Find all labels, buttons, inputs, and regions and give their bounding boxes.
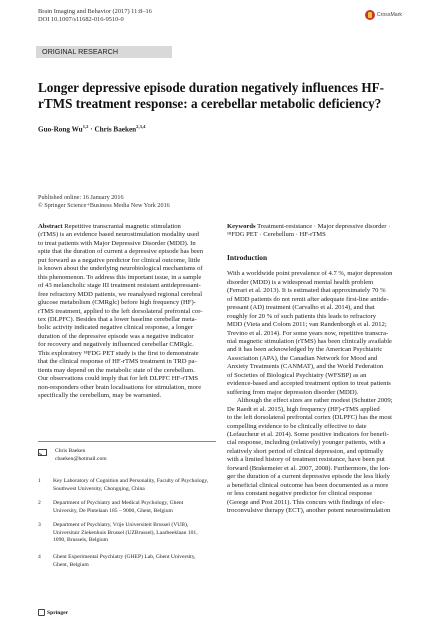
publisher-name: Springer — [47, 609, 69, 616]
text-line: MDD (Vieta and Colom 2011; van Randenborgh et al. 2012; — [227, 321, 387, 329]
text-line: suffering from major depression disorder (MDD). — [227, 388, 359, 396]
abstract-line: glucose metabolism (CMRglc) before high frequency (HF)- — [38, 299, 196, 307]
affiliation-line: Ghent Experimental Psychiatry (GHEP) Lab, Ghent University, — [53, 554, 196, 560]
section-tag: ORIGINAL RESEARCH — [36, 46, 172, 58]
publisher-logo — [38, 609, 68, 616]
affiliation-number: 2 — [38, 500, 41, 506]
right-column — [227, 223, 405, 516]
abstract-line: tients may depend on the metabolic state of the cerebellum. — [38, 366, 195, 374]
crossmark-icon — [365, 10, 375, 20]
keywords — [227, 223, 405, 240]
text-line: troconvulsive therapy (ECT), another potent neurostimulation — [227, 507, 391, 515]
journal-info — [38, 8, 152, 24]
author-list — [38, 124, 145, 133]
affiliation-number: 4 — [38, 554, 41, 560]
abstract-line: spite that the duration of current a depressive episode has been — [38, 248, 204, 256]
text-line: and it has been acknowledged by the American Psychiatric — [227, 346, 383, 354]
abstract-line: bolic activity indicated negative clinical response, a longer — [38, 324, 193, 332]
correspondence — [38, 448, 216, 463]
abstract-line: rTMS treatment, applied to the left dorsolateral prefrontal cor- — [38, 307, 203, 315]
text-line: cial response, including (relatively) younger patients, with a — [227, 439, 386, 447]
text-line: Trevino et al. 2014). For some years now, repetitive transcra- — [227, 329, 389, 337]
divider — [38, 441, 216, 442]
journal-citation: Brain Imaging and Behavior (2017) 11:8–16 — [38, 8, 152, 15]
publication-dates — [38, 194, 170, 210]
corresponding-author: Chris Baeken — [55, 448, 86, 454]
affiliation — [38, 500, 216, 515]
text-line: Anxiety Treatments (CANMAT), and the World Federation — [227, 363, 384, 371]
abstract-line: that the clinical response of HF-rTMS treatment in TRD pa- — [38, 358, 197, 366]
abstract-line: free refractory MDD patients, we reanalysed regional cerebral — [38, 290, 203, 298]
abstract-line: for recovery and negatively influenced cerebellar CMRglc. — [38, 341, 194, 349]
affiliation-line: Department of Psychiatry and Medical Psychology, Ghent — [53, 500, 184, 506]
abstract-line: tex (DLPFC). Besides that a lower baseline cerebellar meta- — [38, 315, 197, 323]
affiliation-number: 3 — [38, 522, 41, 528]
abstract-line: non-responders other brain localisations for stimulation, more — [38, 383, 202, 391]
text-line: disorder (MDD) is a widespread mental health problem — [227, 278, 374, 286]
text-line: Although the effect sizes are rather modest (Schutter 2009; — [237, 397, 393, 405]
text-line: (Lefaucheur et al. 2014). Some positive indicators for benefi- — [227, 430, 389, 438]
text-line: With a worldwide point prevalence of 4.7 %, major depression — [227, 270, 393, 278]
section-heading-introduction: Introduction — [227, 252, 268, 262]
abstract-line: is known about the underlying neurobiological mechanisms of — [38, 265, 203, 273]
text-line: forward (Brakemeier et al. 2007, 2008). Furthermore, the lon- — [227, 464, 391, 472]
text-line: Association (APA), the Canadian Network for Mood and — [227, 354, 378, 362]
text-line: (Ferrari et al. 2013). It is estimated that approximately 70 % — [227, 287, 386, 295]
abstract — [38, 223, 216, 401]
text-line: of MDD patients do not remit after adequate first-line antide- — [227, 295, 389, 303]
abstract-line: specifically the cerebellum, may be warranted. — [38, 392, 162, 400]
abstract-line: duration of the depressive episode was a negative indicator — [38, 332, 194, 340]
abstract-line: Our observations could imply that for left DLPFC HF-rTMS — [38, 375, 199, 383]
text-line: compelling evidence to be clinically effective to date — [227, 422, 367, 430]
text-line: or less constant negative predictor for clinical response — [227, 490, 373, 498]
abstract-line: (rTMS) is an evidence based neurostimulation modality used — [38, 231, 199, 239]
journal-doi[interactable]: DOI 10.1007/s11682-016-9510-0 — [38, 16, 124, 24]
affiliation — [38, 522, 216, 545]
affiliation — [38, 478, 216, 493]
abstract-line: put forward as a negative predictor for clinical outcome, little — [38, 256, 201, 264]
text-line: nial magnetic stimulation (rTMS) has been clinically available — [227, 337, 392, 345]
text-line: relatively short period of clinical depression, and optimally — [227, 447, 384, 455]
crossmark-button[interactable] — [365, 10, 402, 20]
keywords-line: Keywords Treatment-resistance · Major depressive disorder · — [227, 223, 391, 230]
intro-paragraph — [227, 397, 405, 515]
abstract-line: of 43 melancholic stage III treatment resistant antidepressant- — [38, 282, 201, 290]
corresponding-email[interactable]: cbaeken@hotmail.com — [55, 455, 107, 462]
text-line: ger the duration of a current depressive episode the less likely — [227, 473, 390, 481]
text-line: roughly for 20 % of such patients this leads to refractory — [227, 312, 377, 320]
affiliation-line: Ghent, Belgium — [53, 561, 89, 568]
author-affiliation-sup: 2,3,4 — [136, 124, 146, 129]
affiliation-line: 1090, Brussels, Belgium — [53, 537, 109, 543]
text-line: with a limited history of treatment resistance, have been put — [227, 456, 385, 464]
springer-horse-icon — [38, 609, 45, 616]
intro-paragraph — [227, 270, 405, 397]
affiliation — [38, 554, 216, 569]
abstract-line: This exploratory ¹⁸FDG PET study is the first to demonstrate — [38, 349, 199, 357]
affiliation-line: Universitair Ziekenhuis Brussel (UZBrussel), Laarbeeklaan 101, — [53, 529, 198, 536]
affiliation-line: Department of Psychiatry, Vrije Universiteit Brussel (VUB), — [53, 522, 189, 528]
copyright-line: © Springer Science+Business Media New York 2016 — [38, 201, 170, 209]
text-line: (George and Post 2011). This concurs with findings of elec- — [227, 498, 385, 506]
abstract-line: Abstract Repetitive transcranial magnetic stimulation — [38, 223, 181, 230]
abstract-heading: Abstract — [38, 223, 63, 230]
keywords-line: ¹⁸FDG PET · Cerebellum · HF-rTMS — [227, 231, 326, 239]
author-name[interactable]: Chris Baeken — [94, 125, 137, 134]
author-affiliation-sup: 1,2 — [82, 124, 89, 129]
text-line: of Societies of Biological Psychiatry (WFSBP) as an — [227, 371, 367, 379]
text-line: to the left dorsolateral prefrontal cortex (DLPFC) has the most — [227, 414, 392, 422]
crossmark-label: CrossMark — [376, 12, 402, 18]
article-title: Longer depressive episode duration negatively influences HF-rTMS treatment response: a cerebellar metabolic deficiency? — [38, 80, 385, 111]
affiliation-line: Key Laboratory of Cognition and Personality, Faculty of Psychology, — [53, 478, 209, 484]
author-name[interactable]: Guo-Rong Wu — [38, 125, 83, 134]
published-date: Published online: 16 January 2016 — [38, 194, 124, 201]
abstract-line: this phenomenon. To address this important issue, in a sample — [38, 273, 202, 281]
affiliation-line: Southwest University, Chongqing, China — [53, 485, 145, 492]
affiliation-number: 1 — [38, 478, 41, 484]
envelope-icon — [38, 449, 47, 456]
text-line: pressant (AD) treatment (Carvalho et al. 2014), and that — [227, 304, 375, 312]
text-line: evidence-based and accepted treatment option to treat patients — [227, 380, 391, 388]
keywords-heading: Keywords — [227, 223, 256, 230]
author-separator: · — [88, 125, 95, 134]
affiliation-line: University, De Pintelaan 185 – 9000, Ghent, Belgium — [53, 507, 173, 514]
text-line: a beneficial clinical outcome has been documented as a more — [227, 481, 389, 489]
abstract-line: to treat patients with Major Depressive Disorder (MDD). In — [38, 239, 196, 247]
text-line: De Raedt et al. 2015), high frequency (HF)-rTMS applied — [227, 405, 380, 413]
